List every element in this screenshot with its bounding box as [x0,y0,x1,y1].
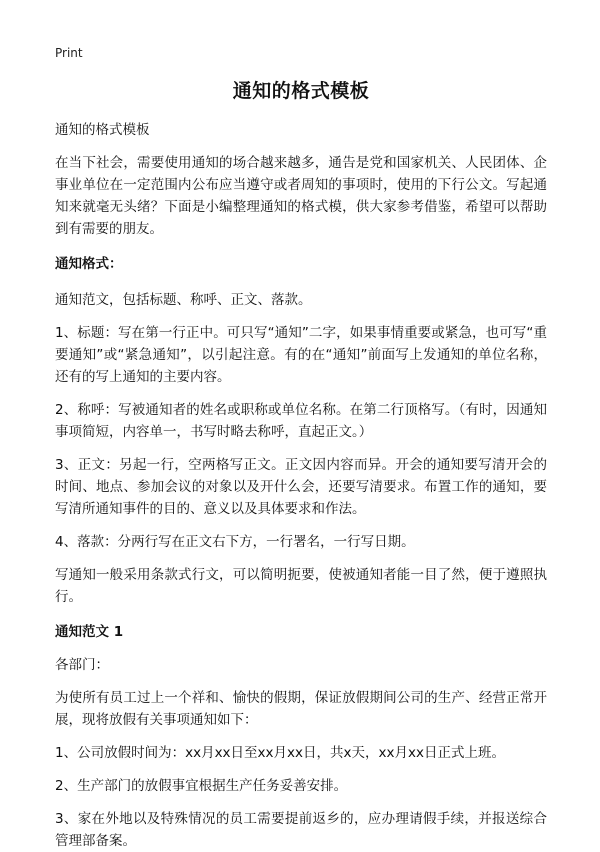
sample-item-1: 1、公司放假时间为：xx月xx日至xx月xx日，共x天，xx月xx日正式上班。 [55,745,505,761]
document-subtitle: 通知的格式模板 [55,122,150,138]
sample-salutation: 各部门： [55,657,109,673]
format-note-paragraph: 写通知一般采用条款式行文，可以简明扼要，使被通知者能一目了然，便于遵照执行。 [55,567,547,605]
format-item-title: 1、标题：写在第一行正中。可只写“通知”二字，如果事情重要或紧急，也可写“重要通知”或“紧急通知”，以引起注意。有的在“通知”前面写上发通知的单位名称，还有的写上通知的主要内容。 [55,325,547,385]
section-heading-sample: 通知范文 1 [55,624,124,640]
sample-item-2: 2、生产部门的放假事宜根据生产任务妥善安排。 [55,778,348,794]
print-link[interactable]: Print [55,46,83,60]
format-item-salutation: 2、称呼：写被通知者的姓名或职称或单位名称。在第二行顶格写。（有时，因通知事项简短，内容单一，书写时略去称呼，直起正文。） [55,402,547,440]
document-body [55,74,547,852]
format-item-signature: 4、落款：分两行写在正文右下方，一行署名，一行写日期。 [55,534,415,550]
section-heading-format: 通知格式： [55,256,123,272]
format-summary-paragraph: 通知范文，包括标题、称呼、正文、落款。 [55,292,312,308]
intro-paragraph: 在当下社会，需要使用通知的场合越来越多，通告是党和国家机关、人民团体、企事业单位在一定范围内公布应当遵守或者周知的事项时，使用的下行公文。写起通知来就毫无头绪？下面是小编整理通知的格式模，供大家参考借鉴，希望可以帮助到有需要的朋友。 [55,155,547,237]
format-item-body: 3、正文：另起一行，空两格写正文。正文因内容而异。开会的通知要写清开会的时间、地点、参加会议的对象以及开什么会，还要写清要求。布置工作的通知，要写清所通知事件的目的、意义以及具体要求和作法。 [55,457,547,517]
sample-intro-paragraph: 为使所有员工过上一个祥和、愉快的假期，保证放假期间公司的生产、经营正常开展，现将放假有关事项通知如下： [55,690,547,728]
page-title: 通知的格式模板 [232,80,370,102]
sample-item-3: 3、家在外地以及特殊情况的员工需要提前返乡的，应办理请假手续，并报送综合管理部备案。 [55,811,547,849]
